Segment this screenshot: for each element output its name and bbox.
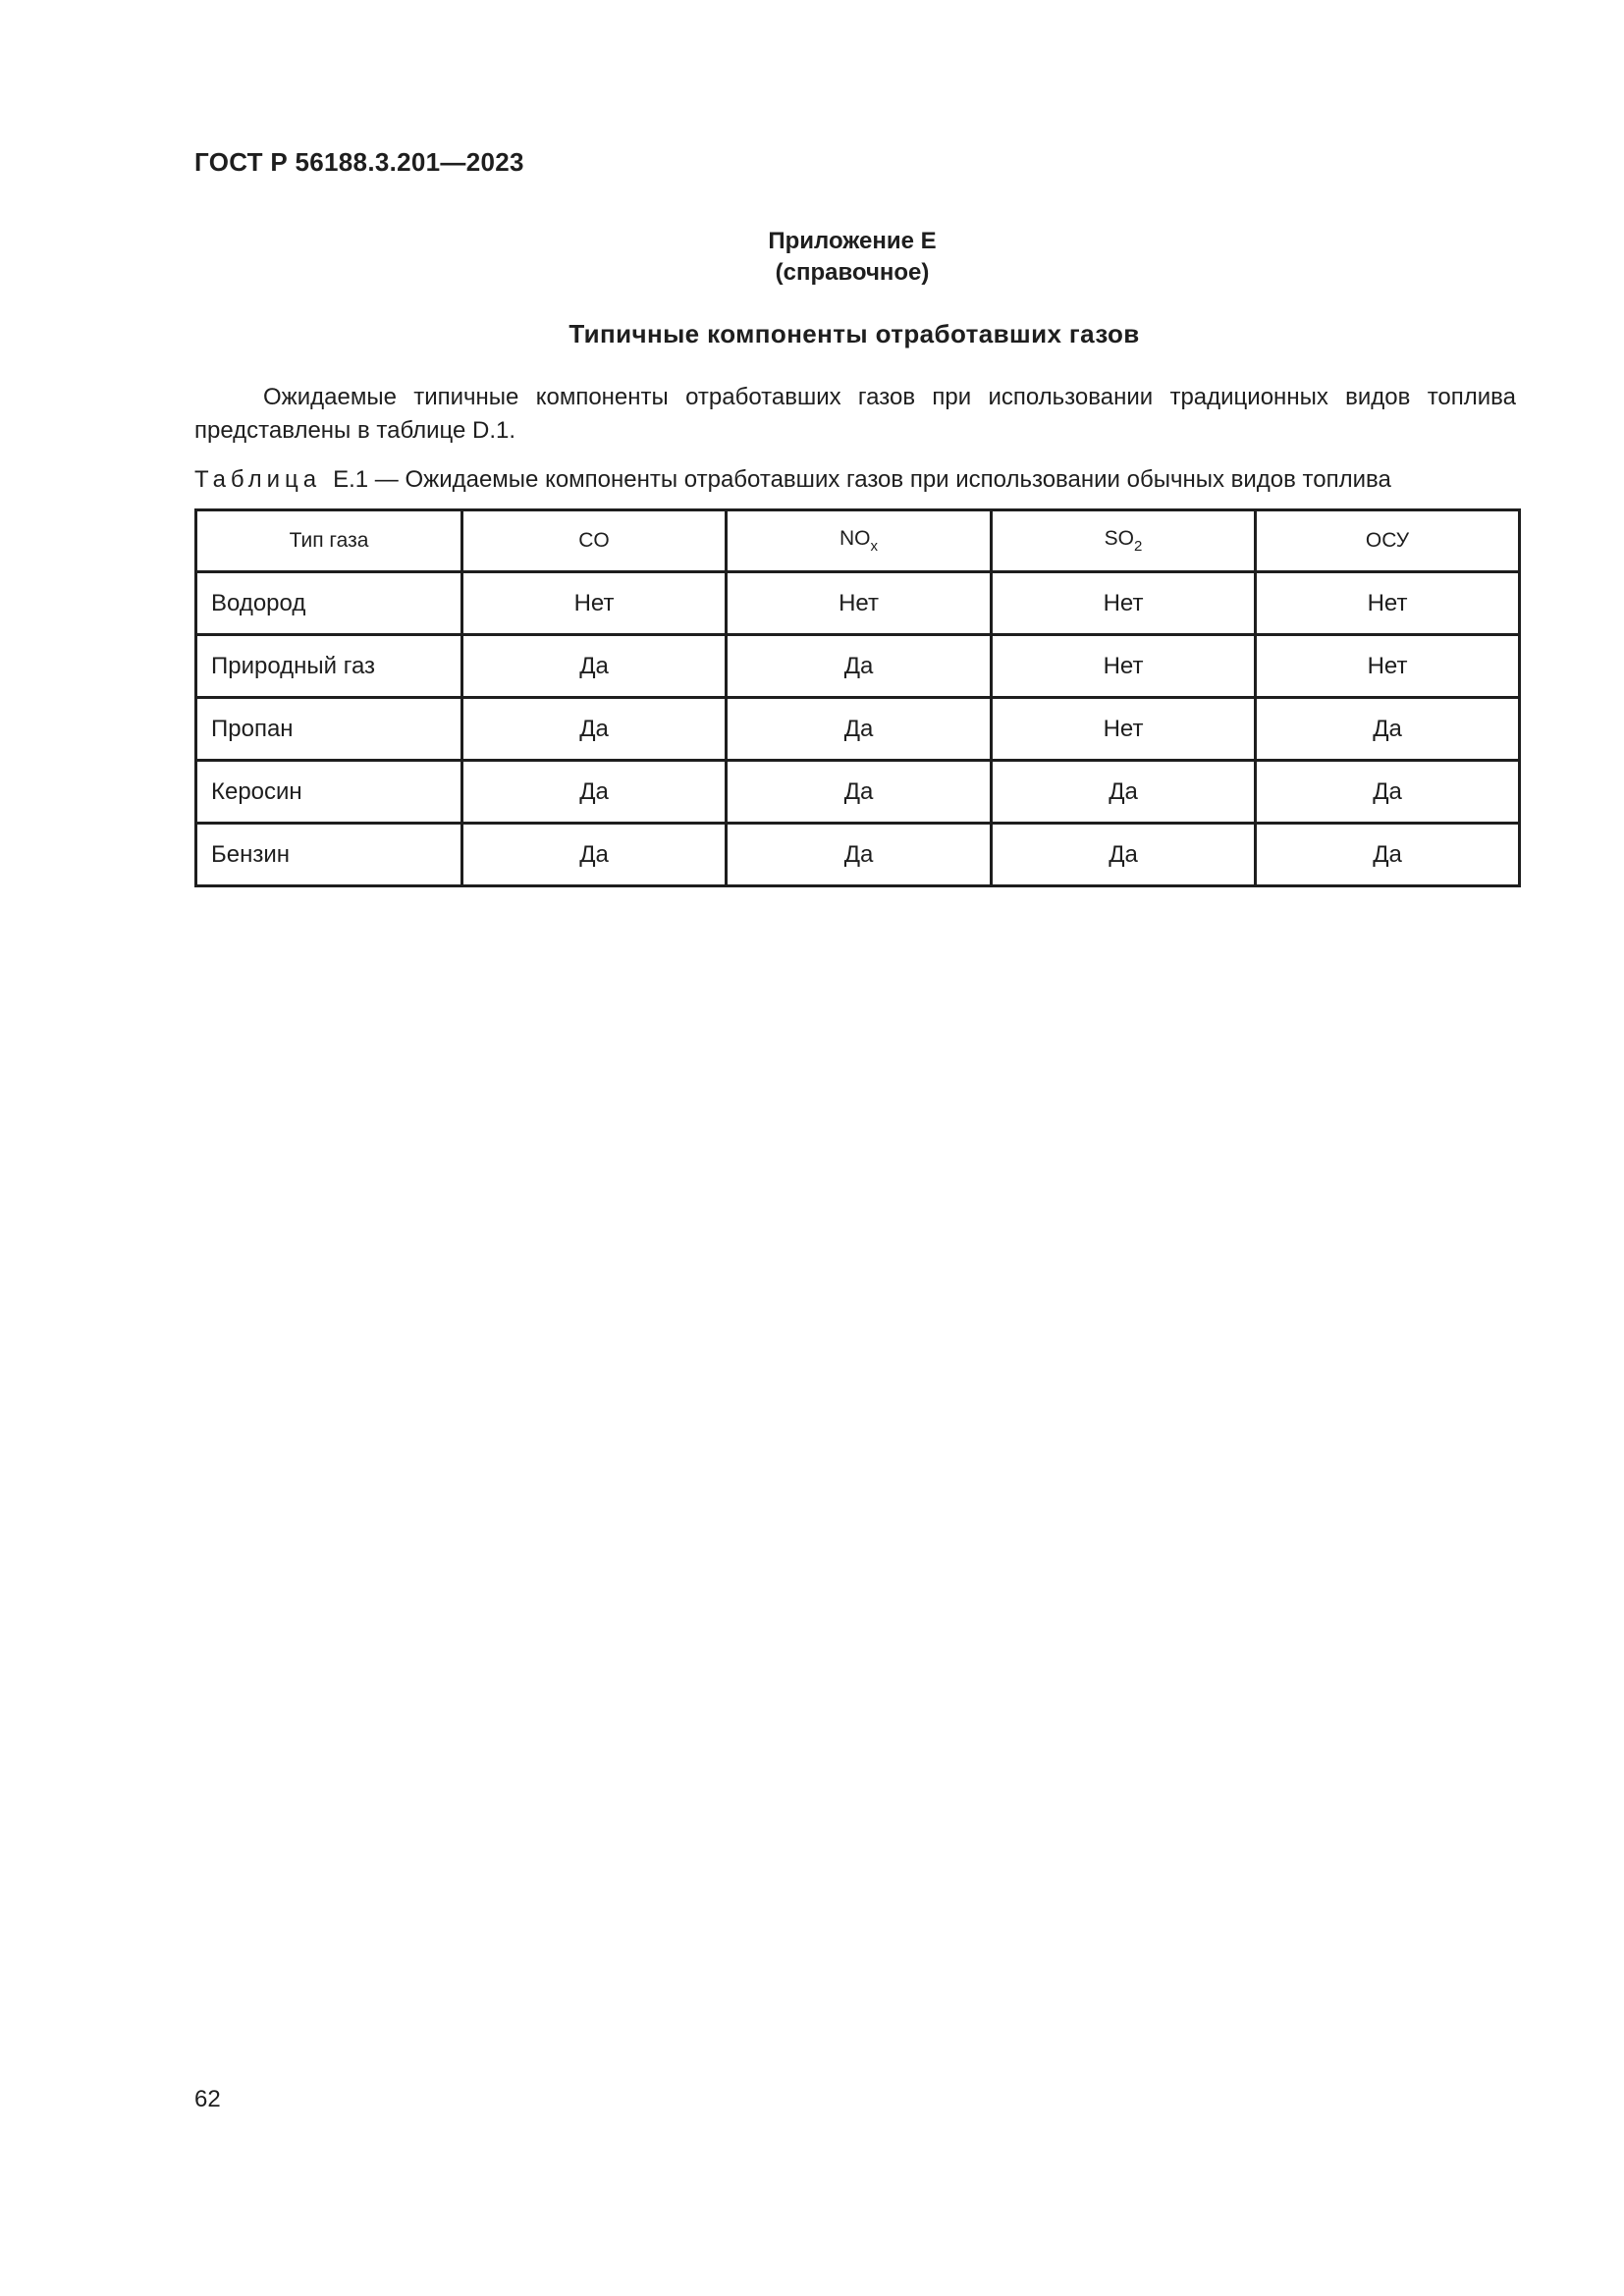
cell-co: Да [462, 824, 727, 886]
cell-osu: Нет [1256, 635, 1520, 698]
table-row [196, 698, 1520, 761]
row-gas-name: Водород [196, 572, 462, 635]
cell-so2: Да [992, 761, 1256, 824]
cell-so2: Да [992, 824, 1256, 886]
cell-co: Да [462, 761, 727, 824]
cell-so2: Нет [992, 572, 1256, 635]
header-co: CO [462, 510, 727, 572]
table-row [196, 761, 1520, 824]
intro-paragraph: Ожидаемые типичные компоненты отработавших газов при использовании традиционных видов топлива представлены в таблице D.1. [194, 384, 1516, 444]
row-gas-name: Керосин [196, 761, 462, 824]
document-code: ГОСТ Р 56188.3.201—2023 [194, 147, 524, 177]
cell-nox: Да [727, 824, 992, 886]
cell-osu: Да [1256, 761, 1520, 824]
cell-nox: Да [727, 761, 992, 824]
table-caption-label: Таблица [194, 466, 322, 493]
header-so2 [992, 510, 1256, 572]
cell-nox: Да [727, 635, 992, 698]
appendix-title: Приложение Е [768, 228, 937, 254]
table-header-row [196, 510, 1520, 572]
header-gas-type: Тип газа [196, 510, 462, 572]
page-number: 62 [194, 2086, 221, 2112]
exhaust-components-table [194, 508, 1521, 887]
appendix-heading [0, 226, 1624, 289]
section-title: Типичные компоненты отработавших газов [568, 319, 1140, 348]
header-so2-base: SO [1104, 527, 1134, 550]
header-osu: ОСУ [1256, 510, 1520, 572]
appendix-note: (справочное) [775, 259, 930, 286]
cell-co: Да [462, 698, 727, 761]
table-row [196, 824, 1520, 886]
header-nox-base: NO [839, 527, 871, 550]
row-gas-name: Пропан [196, 698, 462, 761]
row-gas-name: Природный газ [196, 635, 462, 698]
table-caption-text: Е.1 — Ожидаемые компоненты отработавших газов при использовании обычных видов топлива [333, 466, 1391, 493]
cell-nox: Нет [727, 572, 992, 635]
cell-osu: Нет [1256, 572, 1520, 635]
cell-co: Нет [462, 572, 727, 635]
cell-osu: Да [1256, 824, 1520, 886]
table-row [196, 572, 1520, 635]
cell-so2: Нет [992, 698, 1256, 761]
row-gas-name: Бензин [196, 824, 462, 886]
header-so2-sub: 2 [1134, 538, 1143, 555]
cell-so2: Нет [992, 635, 1256, 698]
cell-osu: Да [1256, 698, 1520, 761]
table-caption [194, 466, 1391, 494]
cell-nox: Да [727, 698, 992, 761]
table-row [196, 635, 1520, 698]
header-nox [727, 510, 992, 572]
cell-co: Да [462, 635, 727, 698]
header-nox-sub: x [870, 538, 878, 555]
